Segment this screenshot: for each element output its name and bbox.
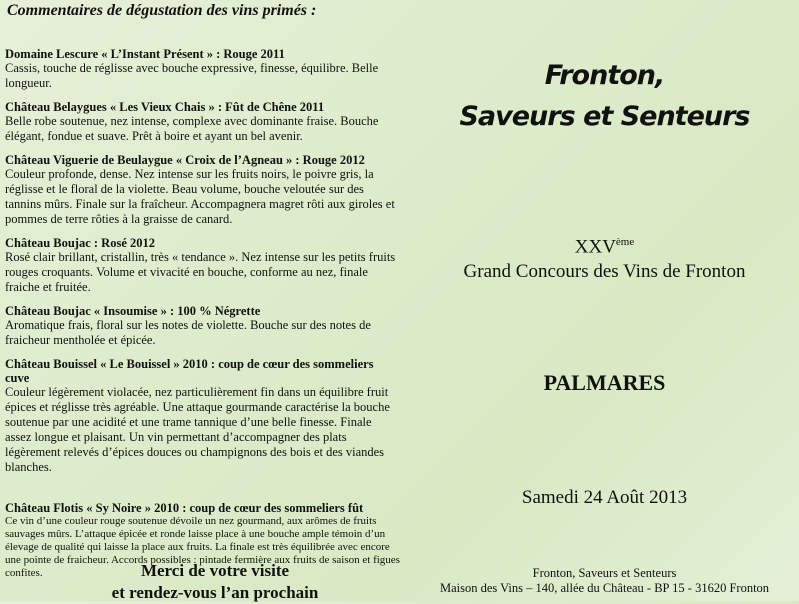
wine-entry <box>5 304 400 348</box>
wine-comment: Ce vin d’une couleur rouge soutenue dévoile un nez gourmand, aux arômes de fruits sauvages mûrs. L’attaque épicée et ronde laisse place à une bouche ample témoin d’un élevage de qualité qui laisse la place aux fruits. La finale est très équilibrée avec encore une pointe de fraicheur. Accords possibles : pintade fermière aux fruits de saison et figues confites. <box>5 515 400 579</box>
right-panel <box>410 0 799 601</box>
wine-title: Château Flotis « Sy Noire » 2010 : coup de cœur des sommeliers fût <box>5 501 364 515</box>
wine-title: Château Belaygues « Les Vieux Chais » : Fût de Chêne 2011 <box>5 100 325 114</box>
wine-entry <box>5 153 400 227</box>
event-date: Samedi 24 Août 2013 <box>521 487 688 508</box>
entries-list <box>5 47 400 589</box>
edition-line-2: Grand Concours des Vins de Fronton <box>463 261 746 283</box>
palmares-heading: PALMARES <box>543 370 666 395</box>
title-line-2: Saveurs et Senteurs <box>459 101 750 132</box>
wine-title: Château Viguerie de Beulaygue « Croix de l’Agneau » : Rouge 2012 <box>5 153 365 167</box>
wine-entry <box>5 236 400 295</box>
edition-suffix: ème <box>615 236 635 248</box>
event-title <box>410 55 799 137</box>
wine-comment: Couleur profonde, dense. Nez intense sur les fruits noirs, le poivre gris, la réglisse et le floral de la violette. Beau volume, bouche veloutée sur des tannins mûrs. Finale sur la fraîcheur. Accompagnera magret rôti aux giroles et pommes de terre rôties à la graisse de canard. <box>5 167 395 226</box>
title-line-1: Fronton, <box>544 60 665 91</box>
footer-address <box>410 566 799 596</box>
footer-line-2: Maison des Vins – 140, allée du Château - BP 15 - 31620 Fronton <box>439 581 770 595</box>
left-panel <box>5 0 405 601</box>
wine-title: Château Boujac « Insoumise » : 100 % Négrette <box>5 304 261 318</box>
wine-entry <box>5 357 400 475</box>
edition-number: XXV <box>574 236 616 258</box>
wine-title: Château Bouissel « Le Bouissel » 2010 : coup de cœur des sommeliers cuve <box>5 357 374 385</box>
thanks-line-2: et rendez-vous l’an prochain <box>111 583 319 602</box>
edition-block <box>410 230 799 284</box>
wine-entry <box>5 100 400 144</box>
wine-title: Domaine Lescure « L’Instant Présent » : Rouge 2011 <box>5 47 285 61</box>
wine-comment: Cassis, touche de réglisse avec bouche expressive, finesse, équilibre. Belle longueur. <box>5 61 379 90</box>
thanks-message <box>65 560 365 604</box>
footer-line-1: Fronton, Saveurs et Senteurs <box>532 566 677 580</box>
tasting-heading: Commentaires de dégustation des vins primés : <box>7 2 317 19</box>
wine-comment: Belle robe soutenue, nez intense, complexe avec dominante fraise. Bouche élégant, fondue et suave. Prêt à boire et ayant un bel avenir. <box>5 114 379 143</box>
wine-comment: Aromatique frais, floral sur les notes de violette. Bouche sur des notes de fraicheur mentholée et épicée. <box>5 318 371 347</box>
thanks-line-1: Merci de votre visite <box>140 561 290 580</box>
edition-line-1 <box>410 230 799 259</box>
wine-comment: Couleur légèrement violacée, nez particulièrement fin dans un équilibre fruit épices et réglisse très agréable. Une attaque gourmande caractérise la bouche soutenue par une acidité et une trame tannique d’une belle finesse. Finale assez longue et plaisant. Un vin permettant d’accompagner des plats légèrement relevés d’épices douces ou champignons des bois et des viandes blanches. <box>5 385 390 474</box>
wine-comment: Rosé clair brillant, cristallin, très « tendance ». Nez intense sur les petits fruits rouges croquants. Volume et vivacité en bouche, conforme au nez, finale fraiche et fruitée. <box>5 250 396 294</box>
wine-entry <box>5 47 400 91</box>
wine-title: Château Boujac : Rosé 2012 <box>5 236 155 250</box>
